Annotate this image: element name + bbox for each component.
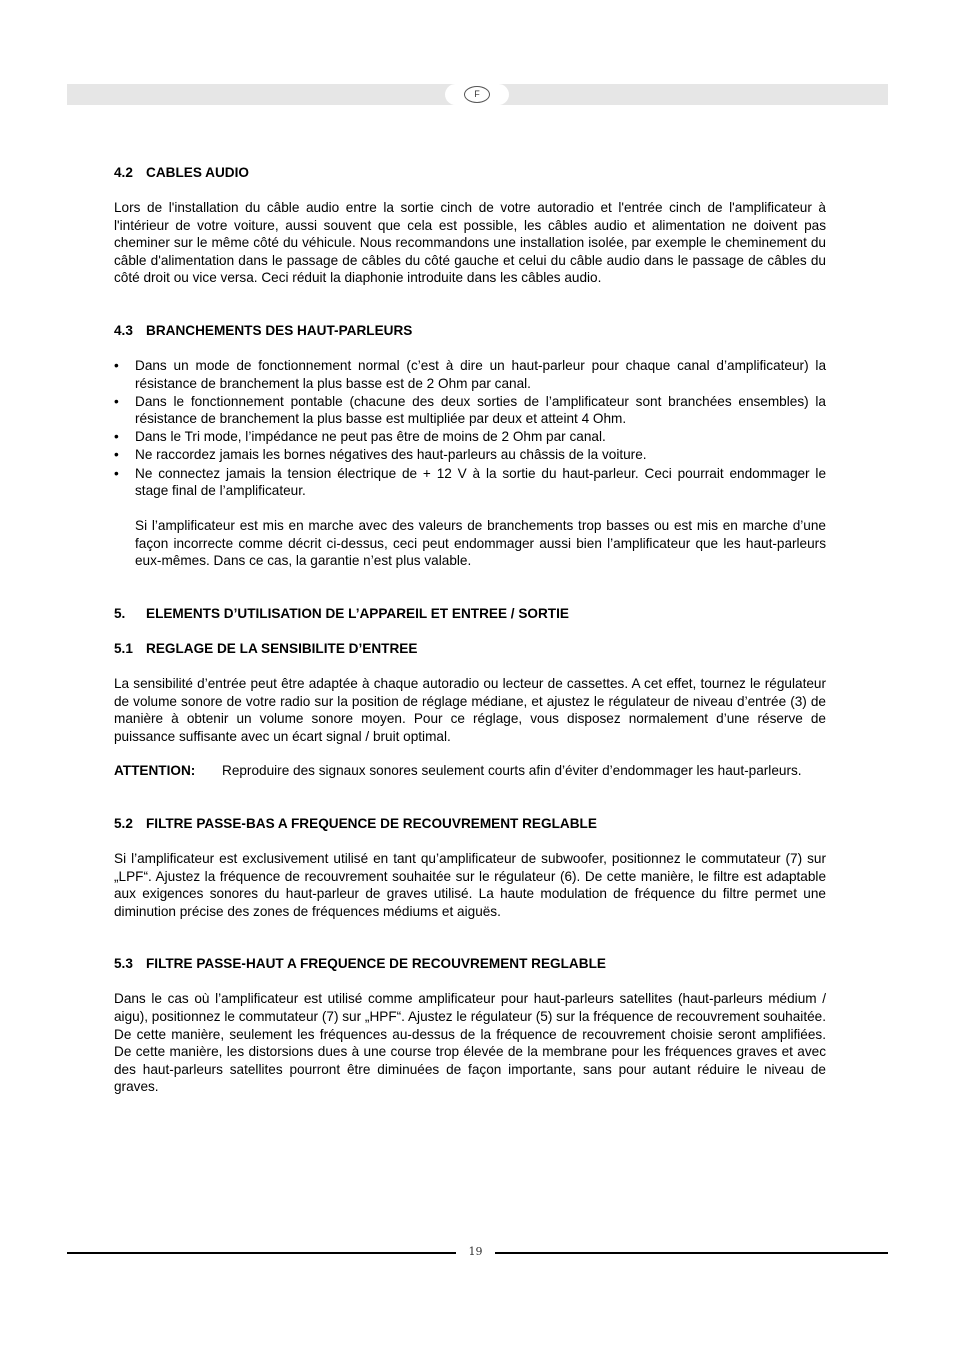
section-5-3-paragraph: Dans le cas où l’amplificateur est utilisé comme amplificateur pour haut-parleurs satellites (haut-parleurs médium / aigu), positionnez le commutateur (7) sur „HPF“. Ajustez le régulateur (5) sur la fréquence de recouvrement souhaitée. De cette manière, seulement les fréquences au-dessus de la fréquence de recouvrement choisie seront amplifiées. De cette manière, les distorsions dues à une course trop élevée de la membrane pour les fréquences graves et avec des haut-parleurs satellites pourront être diminuées de façon importante, sans pour autant réduire le niveau de graves. (114, 991, 826, 1095)
section-5-3-heading: 5.3 FILTRE PASSE-HAUT A FREQUENCE DE RECOUVREMENT REGLABLE (114, 956, 606, 972)
section-4-2-heading: 4.2 CABLES AUDIO (114, 165, 249, 180)
section-5-heading: 5. ELEMENTS D’UTILISATION DE L’APPAREIL ET ENTREE / SORTIE (114, 606, 569, 621)
list-item: • Ne raccordez jamais les bornes négatives des haut-parleurs au châssis de la voiture. (114, 447, 647, 463)
page-number: 19 (468, 1245, 483, 1258)
page-content (114, 164, 826, 1096)
list-item: • Dans le fonctionnement pontable (chacune des deux sorties de l’amplificateur sont branchées ensembles) la résistance de branchement la plus basse est multipliée par deux et atteint 4 Ohm. (114, 393, 826, 427)
attention-note (114, 762, 826, 780)
section-5-2-paragraph: Si l’amplificateur est exclusivement utilisé en tant qu’amplificateur de subwoofer, positionnez le commutateur (7) sur „LPF“. Ajustez la fréquence de recouvrement souhaitée sur le régulateur (6). De cette manière, le filtre est adaptable aux exigences sonores du haut-parleur de graves utilisé. La haute modulation de fréquence du filtre permet une diminution précise des zones de fréquences médiums et aiguës. (114, 850, 826, 919)
list-item: • Dans le Tri mode, l’impédance ne peut pas être de moins de 2 Ohm par canal. (114, 429, 606, 445)
section-4-2-paragraph: Lors de l'installation du câble audio entre la sortie cinch de votre autoradio et l'entrée cinch de l'amplificateur à l'intérieur de votre voiture, aussi souvent que cela est possible, les câbles audio et alimentation ne doivent pas cheminer sur le même côté du véhicule. Nous recommandons une installation isolée, par exemple le cheminement du câble d'alimentation dans le passage de câbles du côté gauche et celui du câble audio dans le passage de câbles du côté droit ou vice versa. Ceci réduit la diaphonie introduite dans les câbles audio. (114, 200, 826, 286)
attention-label: ATTENTION: (114, 763, 196, 779)
footer-rule-left (67, 1252, 456, 1254)
speaker-connection-list (114, 357, 826, 500)
footer-rule-right (495, 1252, 888, 1254)
section-4-3-warning-note: Si l’amplificateur est mis en marche avec des valeurs de branchements trop basses ou est mis en marche d’une façon incorrecte comme décrit ci-dessus, ceci peut endommager aussi bien l’amplificateur que les haut-parleurs eux-mêmes. Dans ce cas, la garantie n’est plus valable. (135, 518, 826, 569)
list-item: • Ne connectez jamais la tension électrique de + 12 V à la sortie du haut-parleur. Ceci pourrait endommager le stage final de l’amplificateur. (114, 465, 826, 499)
section-5-1-heading: 5.1 REGLAGE DE LA SENSIBILITE D’ENTREE (114, 641, 418, 656)
section-5-2-heading: 5.2 FILTRE PASSE-BAS A FREQUENCE DE RECOUVREMENT REGLABLE (114, 815, 597, 831)
language-badge: F (464, 86, 490, 103)
attention-text: Reproduire des signaux sonores seulement courts afin d’éviter d’endommager les haut-parleurs. (222, 763, 802, 779)
section-5-1-paragraph: La sensibilité d’entrée peut être adaptée à chaque autoradio ou lecteur de cassettes. A cet effet, tournez le régulateur de volume sonore de votre radio sur la position de réglage médiane, et ajustez le régulateur de niveau d’entrée (3) de manière à obtenir un volume sonore moyen. Pour ce réglage, vous disposez normalement d’une réserve de puissance suffisante avec un écart signal / bruit optimal. (114, 676, 826, 744)
list-item: • Dans un mode de fonctionnement normal (c’est à dire un haut-parleur pour chaque canal d’amplificateur) la résistance de branchement la plus basse est de 2 Ohm par canal. (114, 357, 826, 391)
section-4-3-heading: 4.3 BRANCHEMENTS DES HAUT-PARLEURS (114, 322, 413, 338)
